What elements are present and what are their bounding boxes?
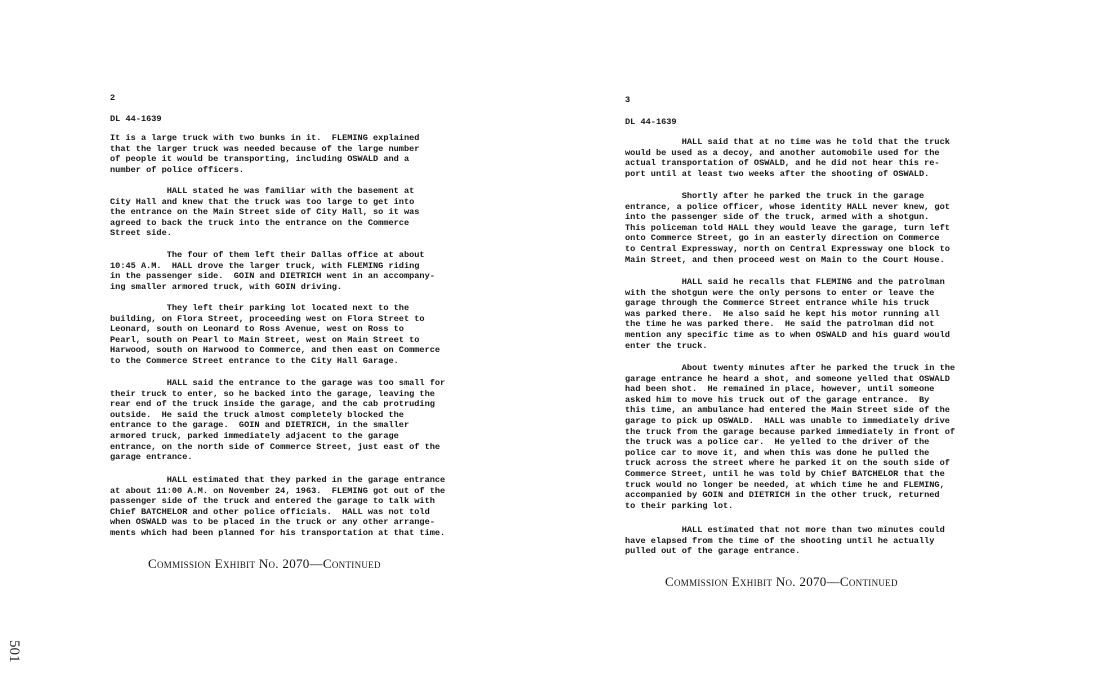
file-number: DL 44-1639 [625, 117, 677, 127]
paragraph: HALL estimated that not more than two minutes could have elapsed from the time of the shooting until he actually pulled out of the garage entrance. [625, 525, 945, 557]
paragraph: About twenty minutes after he parked the truck in the garage entrance he heard a shot, and someone yelled that OSWALD had been shot. He remained in place, however, until someone asked him to move his truck out of the garage entrance. By this time, an ambulance had entered the Main Street side of the garage to pick up OSWALD. HALL was unable to immediately drive the truck from the garage because parked immediately in front of the truck was a police car. He yelled to the driver of the police car to move it, and when this was done he pulled the truck across the street where he parked it on the south side of Commerce Street, until he was told by Chief BATCHELOR that the truck would no longer be needed, at which time he and FLEMING, accompanied by GOIN and DIETRICH in the other truck, returned to their parking lot. [625, 363, 956, 511]
exhibit-caption: Commission Exhibit No. 2070—Continued [665, 574, 898, 589]
right-page [547, 0, 1094, 691]
paragraph: The four of them left their Dallas office at about 10:45 A.M. HALL drove the larger truck, with FLEMING riding in the passenger side. GOIN and DIETRICH went in an accompany- ing smaller armored truck, with GOIN driving. [110, 250, 435, 292]
volume-page-number: 501 [6, 640, 22, 663]
paragraph: It is a large truck with two bunks in it. FLEMING explained that the larger truck was needed because of the large number of people it would be transporting, including OSWALD and a number of police officers. [110, 133, 420, 175]
paragraph: HALL said the entrance to the garage was too small for their truck to enter, so he backed into the garage, leaving the rear end of the truck inside the garage, and the cab protruding outside. He said the truck almost completely blocked the entrance to the garage. GOIN and DIETRICH, in the smaller armored truck, parked immediately adjacent to the garage entrance, on the north side of Commerce Street, just east of the garage entrance. [110, 378, 446, 463]
paragraph: HALL stated he was familiar with the basement at City Hall and knew that the truck was too large to get into the entrance on the Main Street side of City Hall, so it was agreed to back the truck into the entrance on the Commerce Street side. [110, 186, 420, 239]
page-number: 3 [625, 95, 631, 105]
paragraph: HALL said he recalls that FLEMING and the patrolman with the shotgun were the only persons to enter or leave the garage through the Commerce Street entrance while his truck was parked there. He also said he kept his motor running all the time he was parked there. He said the patrolman did not mention any specific time as to when OSWALD and his guard would enter the truck. [625, 277, 950, 351]
file-number: DL 44-1639 [110, 114, 162, 124]
paragraph: They left their parking lot located next to the building, on Flora Street, proceeding west on Flora Street to Leonard, south on Leonard to Ross Avenue, west on Ross to Pearl, south on Pearl to Main Street, west on Main Street to Harwood, south on Harwood to Commerce, and then east on Commerce to the Commerce Street entrance to the City Hall Garage. [110, 303, 441, 366]
paragraph: HALL said that at no time was he told that the truck would be used as a decoy, and another automobile used for the actual transportation of OSWALD, and he did not hear this re- port until at least two weeks after the shooting of OSWALD. [625, 137, 950, 179]
page-number: 2 [110, 93, 116, 103]
paragraph: HALL estimated that they parked in the garage entrance at about 11:00 A.M. on November 24, 1963. FLEMING got out of the passenger side of the truck and entered the garage to talk with Chief BATCHELOR and other police officials. HALL was not told when OSWALD was to be placed in the truck or any other arrange- ments which had been planned for his transportation at that time. [110, 475, 446, 538]
exhibit-caption: Commission Exhibit No. 2070—Continued [148, 556, 381, 571]
paragraph: Shortly after he parked the truck in the garage entrance, a police officer, whose identity HALL never knew, got into the passenger side of the truck, armed with a shotgun. This policeman told HALL they would leave the garage, turn left onto Commerce Street, go in an easterly direction on Commerce to Central Expressway, north on Central Expressway one block to Main Street, and then proceed west on Main to the Court House. [625, 191, 950, 265]
